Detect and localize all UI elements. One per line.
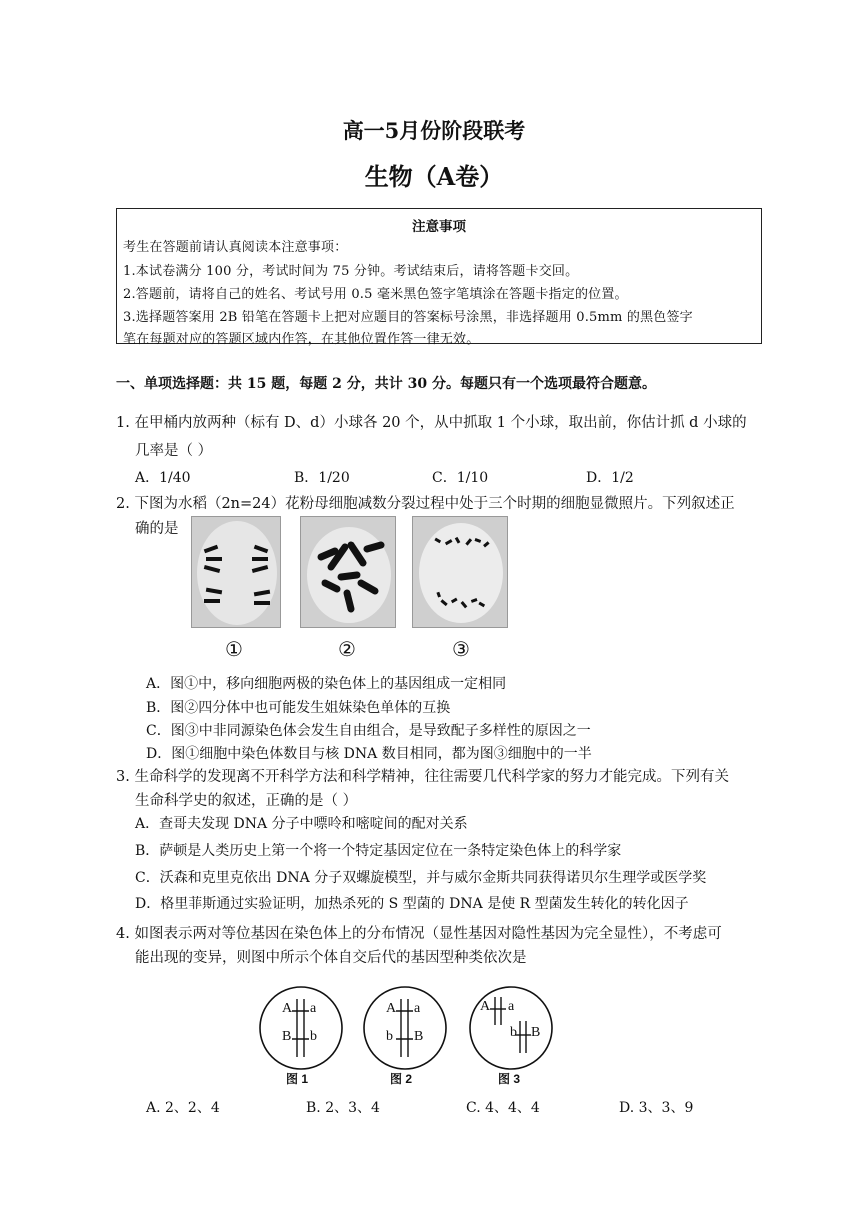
q2-stem-line2: 确的是 (135, 521, 179, 537)
exam-subtitle: 生物（A卷） (364, 162, 504, 191)
notice-line: 2.答题前，请将自己的姓名、考试号用 0.5 毫米黑色签字笔填涂在答题卡指定的位置。 (123, 287, 628, 302)
q4-stem-line1: 4. 如图表示两对等位基因在染色体上的分布情况（显性基因对隐性基因为完全显性），不考虑可 (116, 926, 722, 942)
section-heading: 一、单项选择题：共 15 题，每题 2 分，共计 30 分。每题只有一个选项最符合题意。 (116, 376, 656, 392)
exam-title: 高一5月份阶段联考 (342, 118, 526, 143)
gene-label: A (480, 999, 491, 1014)
gene-label: a (414, 1001, 421, 1016)
figure-caption: 图 1 (286, 1072, 309, 1086)
q3-option-a: A．查哥夫发现 DNA 分子中嘌呤和嘧啶间的配对关系 (135, 816, 468, 832)
gene-label: B (282, 1029, 292, 1044)
gene-figure-2 (362, 985, 448, 1085)
notice-line: 考生在答题前请认真阅读本注意事项： (123, 240, 348, 255)
q1-option-d: D．1/2 (586, 470, 634, 486)
gene-label: a (508, 999, 515, 1014)
gene-label: b (386, 1029, 393, 1044)
gene-label: a (310, 1001, 317, 1016)
micrograph-3 (412, 516, 508, 628)
q2-option-b: B．图②四分体中也可能发生姐妹染色单体的互换 (146, 700, 451, 716)
q4-option-c: C. 4、4、4 (466, 1100, 540, 1116)
notice-line: 3.选择题答案用 2B 铅笔在答题卡上把对应题目的答案标号涂黑，非选择题用 0.5mm 的黑色签字 (123, 310, 693, 325)
gene-label: B (414, 1029, 424, 1044)
gene-label: b (310, 1029, 317, 1044)
gene-label: A (282, 1001, 293, 1016)
micrograph-label-1: ① (225, 637, 243, 661)
q4-option-a: A. 2、2、4 (146, 1100, 220, 1116)
q1-stem-line2: 几率是（ ） (135, 443, 213, 459)
notice-box (116, 208, 762, 347)
q4-stem-line2: 能出现的变异，则图中所示个体自交后代的基因型种类依次是 (135, 950, 527, 966)
q3-option-b: B．萨顿是人类历史上第一个将一个特定基因定位在一条特定染色体上的科学家 (135, 843, 622, 859)
gene-label: A (386, 1001, 397, 1016)
q3-stem-line2: 生命科学史的叙述，正确的是（ ） (135, 793, 358, 809)
q1-option-b: B．1/20 (294, 470, 350, 486)
gene-figure-3 (468, 985, 554, 1085)
q2-option-a: A．图①中，移向细胞两极的染色体上的基因组成一定相同 (146, 676, 507, 692)
micrograph-label-2: ② (338, 637, 356, 661)
q4-option-d: D. 3、3、9 (619, 1100, 694, 1116)
q4-option-b: B. 2、3、4 (306, 1100, 380, 1116)
micrograph-2 (300, 516, 396, 628)
micrograph-label-3: ③ (452, 637, 470, 661)
notice-title: 注意事项 (412, 219, 466, 235)
q3-stem-line1: 3. 生命科学的发现离不开科学方法和科学精神，往往需要几代科学家的努力才能完成。下列有关 (116, 769, 729, 785)
notice-line: 1.本试卷满分 100 分，考试时间为 75 分钟。考试结束后，请将答题卡交回。 (123, 264, 579, 279)
figure-caption: 图 3 (498, 1072, 521, 1086)
q1-stem-line1: 1. 在甲桶内放两种（标有 D、d）小球各 20 个，从中抓取 1 个小球，取出前，你估计抓 d 小球的 (116, 415, 747, 431)
q2-stem-line1: 2. 下图为水稻（2n=24）花粉母细胞减数分裂过程中处于三个时期的细胞显微照片。下列叙述正 (116, 496, 735, 512)
figure-caption: 图 2 (390, 1072, 413, 1086)
q1-option-c: C．1/10 (432, 470, 489, 486)
q3-option-c: C．沃森和克里克依出 DNA 分子双螺旋模型，并与威尔金斯共同获得诺贝尔生理学或医学奖 (135, 870, 707, 886)
micrograph-1 (191, 516, 281, 628)
gene-label: b (510, 1025, 517, 1040)
gene-label: B (531, 1025, 541, 1040)
q1-option-a: A．1/40 (135, 470, 191, 486)
notice-line: 笔在每题对应的答题区域内作答，在其他位置作答一律无效。 (123, 332, 480, 347)
q3-option-d: D．格里菲斯通过实验证明，加热杀死的 S 型菌的 DNA 是使 R 型菌发生转化的转化因子 (135, 896, 689, 912)
q2-option-c: C．图③中非同源染色体会发生自由组合，是导致配子多样性的原因之一 (146, 723, 591, 739)
q2-option-d: D．图①细胞中染色体数目与核 DNA 数目相同，都为图③细胞中的一半 (146, 746, 592, 762)
gene-figure-1 (258, 985, 344, 1085)
